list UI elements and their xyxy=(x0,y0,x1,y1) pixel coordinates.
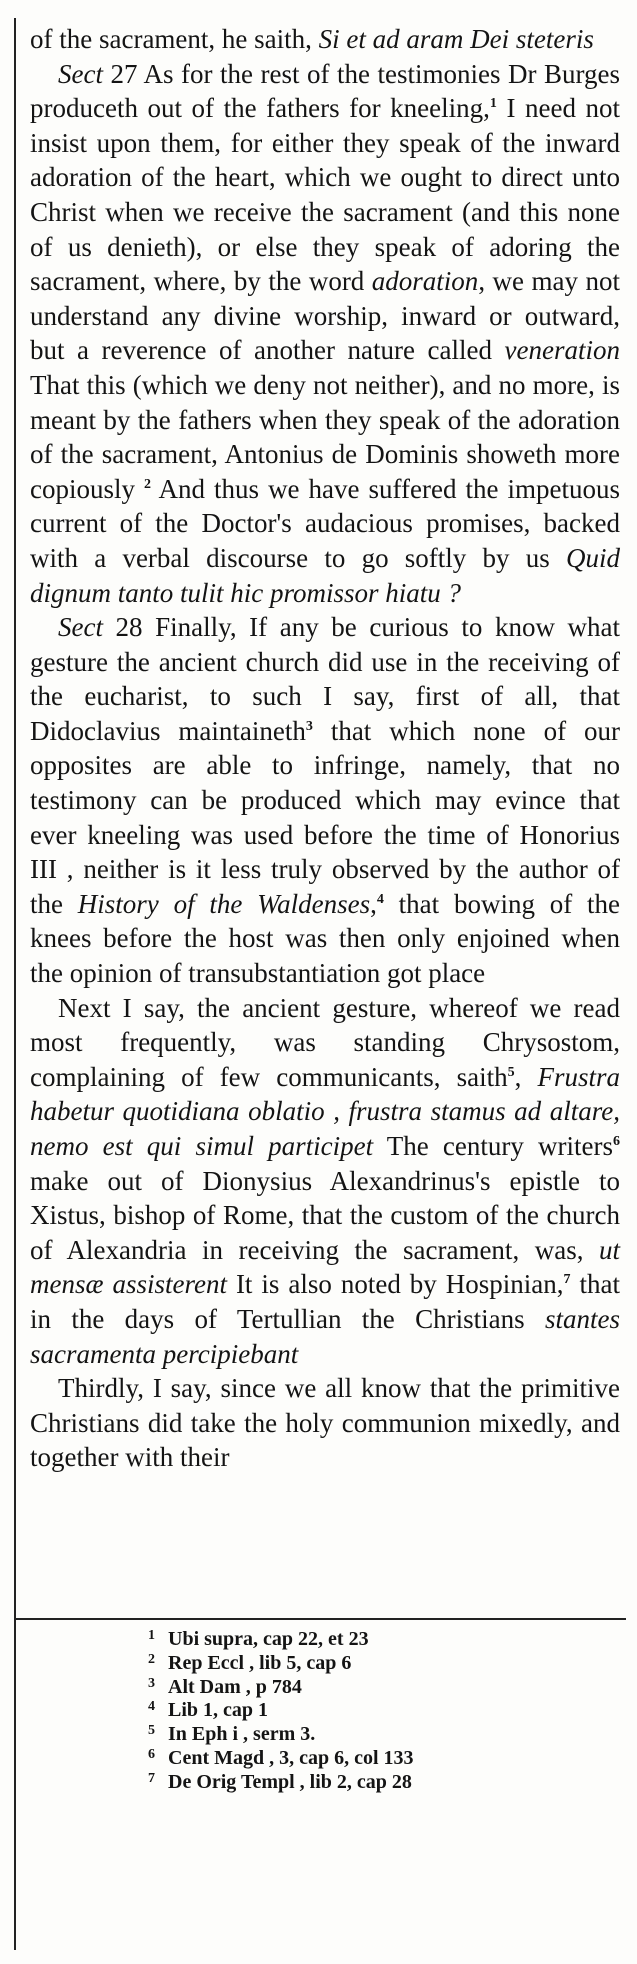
footnote-reference: 6 xyxy=(613,1134,620,1149)
paragraph-sect-27 xyxy=(30,57,620,611)
text-run: , we may not understand any divine worship, inward or outward, but a reverence of another nature called xyxy=(30,266,620,366)
text-run: The century writers xyxy=(373,1131,613,1161)
footnote xyxy=(148,1676,608,1700)
text-run: That this (which we deny not neither), and no more, is meant by the fathers when they speak of the adoration of the sacrament, Antonius de Dominis showeth more copiously xyxy=(30,369,620,504)
footnote xyxy=(148,1723,608,1747)
italic-text: Quid dignum tanto tulit hic promissor hiatu ? xyxy=(30,542,620,608)
text-run: And thus we have suffered the impetuous current of the Doctor's audacious promises, backed with a verbal discourse to go softly by us xyxy=(30,473,620,573)
text-run: that which none of our opposites are able to infringe, namely, that no testimony can be produced which may evince that ever kneeling was used before the time of Honorius III , neither is it less truly observed by the author of the xyxy=(30,715,620,919)
footnote-text: Alt Dam , p 784 xyxy=(168,1675,302,1698)
footnote-mark: 2 xyxy=(148,1651,155,1667)
footnote xyxy=(148,1699,608,1723)
footnote-text: In Eph i , serm 3. xyxy=(168,1723,316,1746)
text-run: make out of Dionysius Alexandrinus's epistle to Xistus, bishop of Rome, that the custom of the church of Alexandria in receiving the sacrament, was, xyxy=(30,1165,620,1265)
footnote-mark: 1 xyxy=(148,1628,155,1643)
footnote xyxy=(148,1747,608,1771)
italic-text: veneration xyxy=(504,335,620,366)
text-run: It is also noted by Hospinian, xyxy=(226,1269,564,1300)
paragraph-continuation xyxy=(30,22,620,57)
italic-text: History of the Waldenses xyxy=(77,888,371,919)
text-run: of the sacrament, he saith, xyxy=(30,24,319,54)
text-run: 27 As for the rest of the testimonies Dr Burges produceth out of the fathers for kneeling, xyxy=(30,58,620,124)
text-run: , xyxy=(514,1061,538,1092)
italic-text: Si et ad aram Dei steteris xyxy=(318,24,594,54)
footnote xyxy=(148,1771,608,1795)
footnote-mark: 7 xyxy=(148,1770,155,1786)
footnote-mark: 6 xyxy=(148,1746,155,1762)
text-run: , xyxy=(370,888,377,919)
text-run: Thirdly, I say, since we all know that the primitive Christians did take the holy communion mixedly, and together with their xyxy=(30,1373,620,1473)
footnote-rule xyxy=(14,1618,626,1620)
text-run: I need not insist upon them, for either they speak of the inward adoration of the heart, which we ought to direct unto Christ when we receive the sacrament (and this none of us denieth), or else they speak of adoring the sacrament, where, by the word xyxy=(30,93,620,297)
paragraph-sect-28 xyxy=(30,610,620,991)
footnote xyxy=(148,1628,608,1652)
footnote-reference: 7 xyxy=(563,1272,571,1288)
paragraph-thirdly xyxy=(30,1371,620,1475)
paragraph-next xyxy=(30,991,620,1372)
footnote-text: Rep Eccl , lib 5, cap 6 xyxy=(168,1651,352,1674)
footnote-reference: 5 xyxy=(507,1064,515,1080)
footnote-reference: 1 xyxy=(489,96,497,112)
italic-text: Frustra habetur quotidiana oblatio , frustra stamus ad altare, nemo est qui simul participet xyxy=(30,1061,621,1161)
footnote-text: Lib 1, cap 1 xyxy=(168,1699,269,1722)
italic-text: Sect xyxy=(58,58,103,89)
text-run: 28 Finally, If any be curious to know what gesture the ancient church did use in the receiving of the eucharist, to such I say, first of all, that Didoclavius maintaineth xyxy=(30,612,620,746)
footnote-reference: 4 xyxy=(376,891,384,907)
footnote-text: Cent Magd , 3, cap 6, col 133 xyxy=(168,1746,414,1769)
italic-text: stantes sacramenta percipiebant xyxy=(30,1303,620,1369)
italic-text: ut mensæ assisterent xyxy=(30,1234,620,1300)
footnote xyxy=(148,1652,608,1676)
italic-text: Sect xyxy=(58,612,103,643)
footnote-reference: 3 xyxy=(305,718,313,734)
main-text xyxy=(30,22,620,1475)
footnote-text: Ubi supra, cap 22, et 23 xyxy=(168,1628,369,1650)
footnote-mark: 5 xyxy=(148,1723,155,1739)
text-run: that in the days of Tertullian the Christians xyxy=(30,1269,620,1334)
text-run: that bowing of the knees before the host was then only enjoined when the opinion of transubstantiation got place xyxy=(30,888,621,989)
left-margin-rule xyxy=(14,18,16,1950)
footnote-mark: 4 xyxy=(148,1699,155,1715)
footnotes xyxy=(148,1628,608,1795)
italic-text: adoration xyxy=(371,266,479,297)
footnote-mark: 3 xyxy=(148,1675,155,1691)
footnote-reference: 2 xyxy=(144,476,152,492)
text-run: Next I say, the ancient gesture, whereof we read most frequently, was standing Chrysostom, complaining of few communicants, saith xyxy=(30,992,620,1092)
footnote-text: De Orig Templ , lib 2, cap 28 xyxy=(168,1770,412,1793)
